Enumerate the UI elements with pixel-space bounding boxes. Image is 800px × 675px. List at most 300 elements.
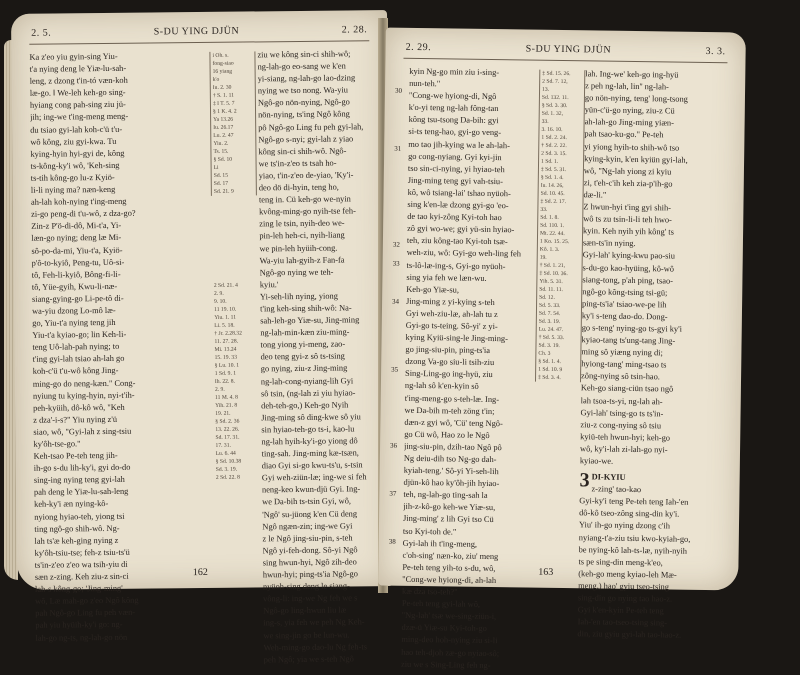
text-line: Yiu-t'a kyiao-go; lin Keh-li- [32, 328, 208, 342]
text-line: sah-leh-go Yiæ-su, Jing-ming [260, 314, 384, 327]
text-line: teng in. Cü keh-go we-nyin [259, 193, 383, 206]
text-line: tso Kyi-toh de." [403, 525, 531, 539]
text-line: lah ts'æ keh-ging nying z [34, 534, 210, 548]
reference-line: ‡ Sd. 15. 26. [542, 70, 582, 79]
reference-line: 2 Sd. 7. 12, [542, 78, 582, 87]
text-line: t'ing keh-sing shih-wô: Na- [260, 302, 384, 315]
left-page [11, 10, 393, 590]
text-line: kying-kyin, k'en kyiün gyi-lah, [584, 153, 734, 167]
text-line: Pe-teh teng gyi-lah wô, [402, 598, 530, 612]
reference-line: 33. [542, 118, 582, 127]
right-page [378, 28, 746, 591]
reference-line: Mt. 22. 44. [540, 230, 580, 239]
text-line: teng Uô-lah-pah nying; to [32, 340, 208, 354]
reference-line: † Sd. 5. 33. [539, 334, 579, 343]
right-text-column-1 [401, 66, 537, 672]
verse-number: 37 [389, 488, 396, 500]
reference-line: 2. 9. [215, 385, 255, 393]
left-header-title: S-DU YING DJÜN [154, 26, 240, 38]
text-line: t'ing gyi-lah tsiao ah-lah go [33, 352, 209, 366]
reference-line: Sd. 15 [214, 171, 254, 179]
reference-line: 2 Sd. 3. 15. [541, 150, 581, 159]
text-line: t'a nying deng le Yiæ-lu-sah- [30, 62, 206, 76]
left-header-ref-start: 2. 5. [31, 28, 51, 39]
text-line: læ-go. ‖ We-leh keh-go sing- [30, 86, 206, 100]
text-line: Pe-teh teng yih-to s-du, wô, [402, 562, 530, 576]
text-line: djün-kô hao ky'ôh-jih hyiao- [403, 477, 531, 491]
reference-line: k'o [213, 75, 253, 83]
text-line: du tsiao gyi-lah koh-c'ü t'u- [30, 123, 206, 137]
text-line: sæn-ts'in nying. [583, 238, 733, 252]
verse-number: 36 [390, 440, 397, 452]
verse-number: 38 [389, 536, 396, 548]
text-line: siang-gying-go Li-pe-tô di- [32, 292, 208, 306]
text-line: Gyi weh-ziün-læ; ing-we si feh [262, 471, 386, 484]
text-line: dzæ-ü Yiæ-su Kyi-toh-go [401, 622, 529, 636]
reference-line: 33. [540, 206, 580, 215]
text-line: (keh-go meng kyiao-leh Mæ- [578, 568, 728, 582]
reference-line: Li. 5. 18. [214, 321, 254, 329]
text-line: ts'in-z'eo z'eo wa tsih-yiu di [35, 558, 211, 572]
text-line: go nön-nying, teng' long-tsong [585, 92, 735, 106]
text-line: teh, ziu kông-tao Kyi-toh tsæ- [407, 235, 535, 249]
text-line: Ngô yi-feh-dong. Sô-yi Ngô [263, 544, 387, 557]
text-line: ing-s, yia feh we peh Ng Keh- [263, 616, 387, 629]
text-line: peh-kyüih, dô-kô wô, "Keh [33, 401, 209, 415]
reference-line: 11 M. 4. 8 [215, 393, 255, 401]
reference-line: Ih. 22. 8. [215, 377, 255, 385]
reference-line: Sd. 17. 31. [215, 433, 255, 441]
text-line: sing yia feh we læn-wu. [406, 271, 534, 285]
text-line: siao, wô, "Gyi-lah z sing-tsiu [33, 425, 209, 439]
text-line: lah. Ing-we' keh-go ing-hyü [585, 68, 735, 82]
text-line: wô, Læ mah-go z'eo Ngô kông [35, 594, 211, 608]
text-line: we sing-jin go be lun-wu. [263, 629, 387, 642]
reference-line: 9. 10. [214, 297, 254, 305]
reference-line: Sd. 10. 45. [541, 190, 581, 199]
text-line: zi, t'eh-c'ih keh zia-p'ih-go [584, 177, 734, 191]
text-line: zing le tsin, nyih-deo we- [259, 217, 383, 230]
text-line: ng-lah-min-kæn ziu-ming- [260, 326, 384, 339]
text-line: ih-go s-du lih-ky'i, gyi do-do [34, 461, 210, 475]
chapter-title: DI-KYIU [592, 473, 626, 482]
reference-line: § 1 K. 4. 2 [213, 107, 253, 115]
text-line: de tao kyi-zông Kyi-toh hao [407, 211, 535, 225]
reference-line: 13. [542, 86, 582, 95]
text-line: si-ts teng-hao, gyi-go veng- [408, 126, 536, 140]
text-line: kying-hyin hyi-gyi de, kông [30, 147, 206, 161]
text-line: kyiah-teng.' Sô-yi Yi-seh-lih [404, 465, 532, 479]
text-line: Gyi-lah' kying-kwu pao-siu [583, 250, 733, 264]
text-line: hyiong-tang' ming-tsao ts [581, 359, 731, 373]
text-line: wô, "Ng-lah yiong zi kyiu [584, 165, 734, 179]
text-line: 'Ngô' su-jüong k'en Cü deng [262, 508, 386, 521]
text-line: kông tsu-tsong Da-bih: gyi [409, 114, 537, 128]
reference-line: 2 Sd. 22. 8 [216, 473, 256, 481]
text-line: "Ng-lah' tsæ we-sing-ziün-i, [402, 610, 530, 624]
reference-line: Sd. 17 [214, 179, 254, 187]
text-line: Ngô-go s-nyi; gyi-lah z yiao [258, 133, 382, 146]
text-line: ziu-z cong-nying sô tsiu [580, 419, 730, 433]
text-line: ts pe sing-din meng-k'eo, [578, 556, 728, 570]
text-line: kyiao-tang ts'ung-tang Jing- [581, 334, 731, 348]
text-line: ng-lah-cong-nyiang-lih Gyi [261, 375, 385, 388]
reference-line: 13. 22. 26. [215, 425, 255, 433]
left-text-column-1 [29, 50, 211, 644]
text-line: dzong Va-go siu-li tsih-ziu [405, 356, 533, 370]
text-line: ming-deo hoh-nying ziu si-li [401, 634, 529, 648]
text-line: sing-din go nying tao hao-z. [578, 592, 728, 606]
right-page-header [406, 42, 726, 57]
text-line: ts-tih kông-go lu-z Kyiö- [31, 171, 207, 185]
reference-line: ‡ Sd. 3. 4. [538, 374, 578, 383]
text-line: kyiü-teh hwun-hyi; keh-go [580, 431, 730, 445]
reference-line: Ya 13.26 [213, 115, 253, 123]
reference-line: 11 19. 10. [214, 305, 254, 313]
reference-line: 19. 21. [215, 409, 255, 417]
text-line: hao teh-djoh zæ-go nyiao-sô; [401, 646, 529, 660]
text-line: pah Ngô-go Ling fu peh væn- [35, 606, 211, 620]
reference-line: Ts. 15. [213, 147, 253, 155]
text-line: go cong-nyiang. Gyi kyi-jin [408, 150, 536, 164]
text-line: pah yiu hyüih-ky'i go: ng- [35, 618, 211, 632]
text-line: Yi-seh-lih nying, yiong [260, 290, 384, 303]
text-line: Keh-go siang-ciün tsao ngô [581, 383, 731, 397]
reference-line: Iu. 26.17 [213, 123, 253, 131]
text-line: siang-tong, p'ah ping, tsao- [582, 274, 732, 288]
text-line: wô ts zu tsin-li-li teh hwo- [583, 213, 733, 227]
left-page-number: 162 [193, 567, 208, 578]
text-line: wô, ky'i-lah zi-lah-go nyi- [580, 443, 730, 457]
text-line: deo dö di-hyin, teng ho, [259, 181, 383, 194]
text-line: vông-li: ing-we Ng feh we s [263, 592, 387, 605]
reference-line: Sd. 1. 8. [540, 214, 580, 223]
text-line: Gyi-go ts-teing. Sô-yi' z yi- [406, 320, 534, 334]
text-line: Keh-tsao Pe-teh teng jih- [34, 449, 210, 463]
left-text-column-2 [257, 48, 387, 666]
text-line: ngô-go kông-tsing tsi-gü; [582, 286, 732, 300]
text-line: teh, ng-lah-go ting-sah la [403, 489, 531, 503]
text-line: t'ing-meng-go s-teh-læ. Ing- [405, 392, 533, 406]
reference-line: Iu. 2. 30 [213, 83, 253, 91]
text-line: Iah-'en tao-tseo-tsing sing- [578, 616, 728, 630]
text-line: deo teng gyi-z sô ts-tsing [261, 350, 385, 363]
text-line: nyiung tu kying-hyin, nyi-t'ih- [33, 389, 209, 403]
reference-line: 2 Sd. 21. 4 [214, 281, 254, 289]
text-line: ah-lah koh-nying t'ing-meng [31, 195, 207, 209]
reference-line: § Sd. 10 [213, 155, 253, 163]
reference-line: Sd. 3. 19. [538, 342, 578, 351]
reference-line: ‡ Sd. 5. 31. [541, 166, 581, 175]
text-line: Sing-Ling-go ing-hyü, ziu [405, 368, 533, 382]
reference-line: 2. 9. [214, 289, 254, 297]
text-line: Gyi k'en-kyin Pe-teh teng [578, 604, 728, 618]
text-line: ng-lah-go eo-sang we k'en [258, 60, 382, 73]
reference-line: 11. 27. 28. [214, 337, 254, 345]
text-line: ming sô yiæng nying di; [581, 346, 731, 360]
text-line: neng-keo kwun-djü Gyi. Ing- [262, 483, 386, 496]
text-line: Gyi-lah ih t'ing-meng, [403, 537, 531, 551]
text-line: hwun-hyi; ping-ts'ia Ngô-go [263, 568, 387, 581]
text-line: Gyi-lah' tsing-go ts ts'in- [580, 407, 730, 421]
text-line: mo tao jih-kying wa le ah-lah- [408, 138, 536, 152]
text-line: go, Yiu-t'a nying teng jih [32, 316, 208, 330]
text-line: k'o-yi teng ng-lah fông-tan [409, 102, 537, 116]
text-line: Ng deiu-dih tso Ng-go dah- [404, 453, 532, 467]
text-line: Jing-ming teng gyi vah-tsiu- [408, 175, 536, 189]
text-line: tô, Feh-li-kyiô, Bông-fi-li- [32, 268, 208, 282]
reference-line: § Sd. 1. 4. [541, 174, 581, 183]
text-line: Jing-ming' z lih Gyi tso Cü [403, 513, 531, 527]
reference-line: i Oh. s. [212, 51, 252, 59]
text-line: nying we tso nong. Wa-yiu [258, 84, 382, 97]
right-header-title: S-DU YING DJÜN [526, 43, 612, 55]
text-line: Ngô-go nön-nying, Ngô-go [258, 96, 382, 109]
text-line: "Cong-we hyiong-di, ah-lah [402, 574, 530, 588]
text-line: kæ dza tso-teh?" [402, 586, 530, 600]
text-line: go jing-siu-pin, ping-ts'ia [405, 344, 533, 358]
text-line: keh-ky'i æn nying-kô- [34, 497, 210, 511]
verse-number: 32 [393, 238, 400, 250]
reference-line: § Sd. 3. 30. [542, 102, 582, 111]
text-line: leng, z dzong t'in-tó væn-koh [30, 74, 206, 88]
text-line: kvông-ming-go nyih-tse feh- [259, 205, 383, 218]
text-line: we Da-bih ts-tsin Gyi, wô, [262, 496, 386, 509]
text-line: ts-lô-læ-ing-s, Gyi-go nyüoh- [407, 259, 535, 273]
reference-line: Ch. 3 [538, 350, 578, 359]
text-line: be nying-kô lah-ts-læ, nyih-nyih [579, 544, 729, 558]
reference-line: † Jr. 2.28.32 [214, 329, 254, 337]
reference-line: Sd. 3. 19. [216, 465, 256, 473]
reference-line: 1 Sd. 9. 1 [215, 369, 255, 377]
text-line: lah tsoa-ts-yi, ng-lah ah- [581, 395, 731, 409]
text-line: ky'ôh-tsiu-tse; feh-z tsiu-ts'ü [35, 546, 211, 560]
text-line: Yiu' ih-go nying dzong c'ih [579, 520, 729, 534]
text-line: ting-sah. Jing-ming kæ-tsæn, [262, 447, 386, 460]
text-line: wô kông, ziu gyi-kwa. Tu [30, 135, 206, 149]
text-line: nyüoh-sing deng le siang- [263, 580, 387, 593]
reference-line: 3. 16. 10. [541, 126, 581, 135]
text-line: s-du-go kao-hyüing, kô-wô [582, 262, 732, 276]
chapter-number: 3 [579, 471, 589, 489]
reference-line: 1 Sd. 1. [541, 158, 581, 167]
text-line: Ngô-go nying we teh- [260, 266, 384, 279]
left-page-header [31, 24, 367, 39]
reference-line: Kô. 1. 3. [540, 246, 580, 255]
reference-line: 1 Ko. 15. 25. [540, 238, 580, 247]
reference-line: Sd. 7. 54. [539, 310, 579, 319]
right-header-ref-end: 3. 3. [706, 46, 726, 57]
text-line: li-li nying ma? næn-keng [31, 183, 207, 197]
reference-line: Yiu. 2. [213, 139, 253, 147]
text-line: ziu we s Sing-Ling feh ng- [401, 658, 529, 672]
reference-line: § Sd. 1. 4. [538, 358, 578, 367]
text-line: peh Ngô; yia we s-teh Ngô [264, 653, 388, 666]
text-line: sô tsin, (ng-lah zi yiu hyiao- [261, 387, 385, 400]
text-line: Keh-go Yiæ-su, [406, 284, 534, 298]
text-line: z le Ngô jing-siu-pin, s-teh [262, 532, 386, 545]
text-line: kyiao-we. [580, 455, 730, 469]
verse-number: 34 [392, 296, 399, 308]
text-line: yi-siang, ng-lah-go lao-dzing [258, 72, 382, 85]
text-line: ping-ts'ia' tsiao-we-pe lih [582, 298, 732, 312]
reference-line: Yih. 21. 8 [215, 401, 255, 409]
text-line: z dza'-i-s?" Yiu nying z'ü [33, 413, 209, 427]
verse-number: 35 [391, 363, 398, 375]
reference-line: § Lu. 10. 1 [215, 361, 255, 369]
verse-number: 33 [393, 258, 400, 270]
text-line: sin hyiao-teh-go ts-i, kao-lu [261, 423, 385, 436]
left-reference-column-1 [209, 51, 257, 195]
reference-line: Lu. 2. 47 [213, 131, 253, 139]
reference-line: Sd. 1. 32, [542, 110, 582, 119]
text-line: nön-nying, ts'ing Ngô kông [258, 109, 382, 122]
text-line: Weh-ming-go dao-lu Ng feh-ts [264, 641, 388, 654]
text-line: "Cong-we hyiong-di, Ngô [409, 90, 537, 104]
text-line: ng-lah hyih-ky'i-go yiong dô [261, 435, 385, 448]
text-line: yiao, t'in-z'eo de-yiao, 'Ky'i- [259, 169, 383, 182]
text-line: Gyi weh-ziu-læ, ah-lah tu z [406, 308, 534, 322]
reference-line: Iu. 14. 26, [541, 182, 581, 191]
text-line: kông sin-ci shih-wô. Ngô- [258, 145, 382, 158]
text-line: we Da-bih m-teh zöng t'in; [404, 404, 532, 418]
text-line: Ngô-go ling-hwun liu læ [263, 604, 387, 617]
reference-line: Yih. 5. 31. [539, 278, 579, 287]
text-line: Zin-z P'ö-di-dô, Mi-t'a, Yi- [31, 219, 207, 233]
reference-line: Sd. 132. 11. [542, 94, 582, 103]
reference-line: § Sd. 2. 36 [215, 417, 255, 425]
text-line: pah tsao-ku-go." Pe-teh [584, 129, 734, 143]
text-line: yi yiong hyih-to shih-wô tso [584, 141, 734, 155]
left-header-rule [29, 40, 369, 45]
text-line: pah deng le Yiæ-lu-sah-leng [34, 485, 210, 499]
reference-line: ‡ I T. 5. 7 [213, 99, 253, 107]
text-line: sing k'en-læ dzong gyi-go 'eo- [407, 199, 535, 213]
reference-line: 16 yiang [213, 67, 253, 75]
verse-number: 30 [395, 85, 402, 97]
reference-line: 19. [540, 254, 580, 263]
right-text-column-2 [577, 68, 735, 642]
text-line: deh-teh-go,) Keh-go Nyih [261, 399, 385, 412]
text-line: læn-go nying; deng læ Mi- [31, 231, 207, 245]
text-line: ky'i s-teng dao-do. Dong- [582, 310, 732, 324]
text-line: dæ-li." [584, 189, 734, 203]
text-line: meng,) hao' gyiu tseo-tsing [578, 580, 728, 594]
reference-line: Lu. 24. 47. [539, 326, 579, 335]
text-line: ming-go do neng-kæn." Cong- [33, 376, 209, 390]
text-line: diao Gyi si-go kwu-ts'u, s-tsin [262, 459, 386, 472]
reference-line: 17. 31. [215, 441, 255, 449]
text-line: c'oh-sing' næn-ko, ziu' meng [402, 550, 530, 564]
reference-line: † S. 1. 11 [213, 91, 253, 99]
text-line: weh-ziu, wô: Gyi-go weh-ling feh [407, 247, 535, 261]
text-line: din, ziu gyiu gyi-lah tao-hao-z. [577, 629, 727, 643]
text-line: Gyi-ky'i teng Pe-teh teng Iah-'en [579, 496, 729, 510]
text-line: dô-kô tseo-zông sing-din ky'i. [579, 508, 729, 522]
text-line: kyin. Keh nyih yih kông' ts [583, 226, 733, 240]
reference-line: 1 Sd. 10. 9 [538, 366, 578, 375]
reference-line: † Sd. 1. 21, [540, 262, 580, 271]
text-line: jih; ing-we t'ing-meng meng- [30, 110, 206, 124]
text-line: hyiang cong pah-sing ziu jü- [30, 98, 206, 112]
text-line: go s-teng' nying-go ts-gyi ky'i [582, 322, 732, 336]
right-header-ref-start: 2. 29. [406, 42, 432, 53]
text-line: ts-kông-ky'i wô, 'Keh-sing [31, 159, 207, 173]
reference-line: Yiu. 1. 11 [214, 313, 254, 321]
text-line: kyiu.' [260, 278, 384, 291]
reference-line: Mi. 13.24 [214, 345, 254, 353]
text-line: jing-siu-pin, dzih-tao Ngô pô [404, 441, 532, 455]
reference-line: Li [214, 163, 254, 171]
reference-line: ‡ Sd. 2. 17. [540, 198, 580, 207]
text-line: lah-s kông-go; 'Jing-ming' [35, 582, 211, 596]
text-line: go Cü wô, Hao zo le Ngô [404, 429, 532, 443]
left-reference-column-2 [212, 281, 258, 481]
reference-line: 1 Sd. 2. 24. [541, 134, 581, 143]
text-line: tso sin-ci-nying, yi hyiao-teh [408, 163, 536, 177]
text-line: z peh ng-lah, lin'' ng-lah- [585, 80, 735, 94]
reference-line: ‡ Sd. 10. 36. [539, 270, 579, 279]
reference-line: † Sd. 2. 22. [541, 142, 581, 151]
reference-line: Sd. 11. 11. [539, 286, 579, 295]
text-line: ting ngô-go shih-wô. Ng- [34, 522, 210, 536]
text-line: kyin Ng-go min ziu i-sing- [409, 66, 537, 80]
text-line: nyiong hyiao-teh, yiong tsi [34, 509, 210, 523]
reference-line: 15. 19. 33 [215, 353, 255, 361]
right-header-rule [403, 58, 727, 64]
right-page-number: 163 [538, 567, 553, 578]
text-line: Ngô ngæn-zin; ing-we Gyi [262, 520, 386, 533]
text-line: Jing-ming sô ding-kwe sô yiu [261, 411, 385, 424]
text-line: zô gyi wo-we; gyi yü-sin hyiao- [407, 223, 535, 237]
text-line: wa-yiu dzong Lo-mô læ- [32, 304, 208, 318]
text-line: zi-go peng-di t'u-wô, z dza-go? [31, 207, 207, 221]
text-line: pin-leh heh-ci, nyih-liang [259, 230, 383, 243]
text-line: ah-lah-go Jing-ming yiæn- [585, 117, 735, 131]
text-line: sæn z-zing. Keh ziu-z sin-ci [35, 570, 211, 584]
text-line: Wa-yiu lah-gyih-z Fan-fa [260, 254, 384, 267]
text-line: ky'ôh-tse-go." [33, 437, 209, 451]
text-line: Z hwun-hyi t'ing gyi shih- [583, 201, 733, 215]
verse-number: 31 [394, 142, 401, 154]
text-line: sing-ing nying teng gyi-lah [34, 473, 210, 487]
text-line: p'ô-to-kyiô, Peng-tu, Uô-si- [32, 256, 208, 270]
text-line: z-zing' tao-kao [591, 484, 729, 498]
text-line: we pin-leh hyüih-cong. [259, 242, 383, 255]
reference-line: Lu. 6. 44 [216, 449, 256, 457]
text-line: yün-c'ü-go nying, ziu-z Cü [585, 105, 735, 119]
text-line: we ts'in-z'eo ts tsah ho- [259, 157, 383, 170]
text-line: tong yiong yi-meng, zao- [260, 338, 384, 351]
reference-line: fong-siao [212, 59, 252, 67]
reference-line: § Sd. 10.38 [216, 457, 256, 465]
text-line: dæn-z gyi wô, 'Cü' teng Ngô- [404, 417, 532, 431]
reference-line: Sd. 110. 1. [540, 222, 580, 231]
reference-line: Sd. 5. 33. [539, 302, 579, 311]
text-line: zông-nying sô tsin-hao. [581, 371, 731, 385]
text-line: tô, Yüe-gyih, Kwu-li-næ- [32, 280, 208, 294]
text-line: Ka z'eo yiu gyin-sing Yiu- [29, 50, 205, 64]
reference-line: Sd. 3. 19. [539, 318, 579, 327]
text-line: koh-c'ü t'u-wô kông Jing- [33, 364, 209, 378]
text-line: kô, wô tsiang-lai' tshao nyüoh- [408, 187, 536, 201]
left-header-ref-end: 2. 28. [342, 24, 368, 35]
text-line: sing hwun-hyi, Ngô zih-deo [263, 556, 387, 569]
text-line: jih-z-kô-go keh-we Yiæ-su, [403, 501, 531, 515]
reference-line: Sd. 21. 9 [214, 187, 254, 195]
text-line: lah-go ng-ts, ng-lah-go nön [35, 630, 211, 644]
reference-line: Sd. 12. [539, 294, 579, 303]
